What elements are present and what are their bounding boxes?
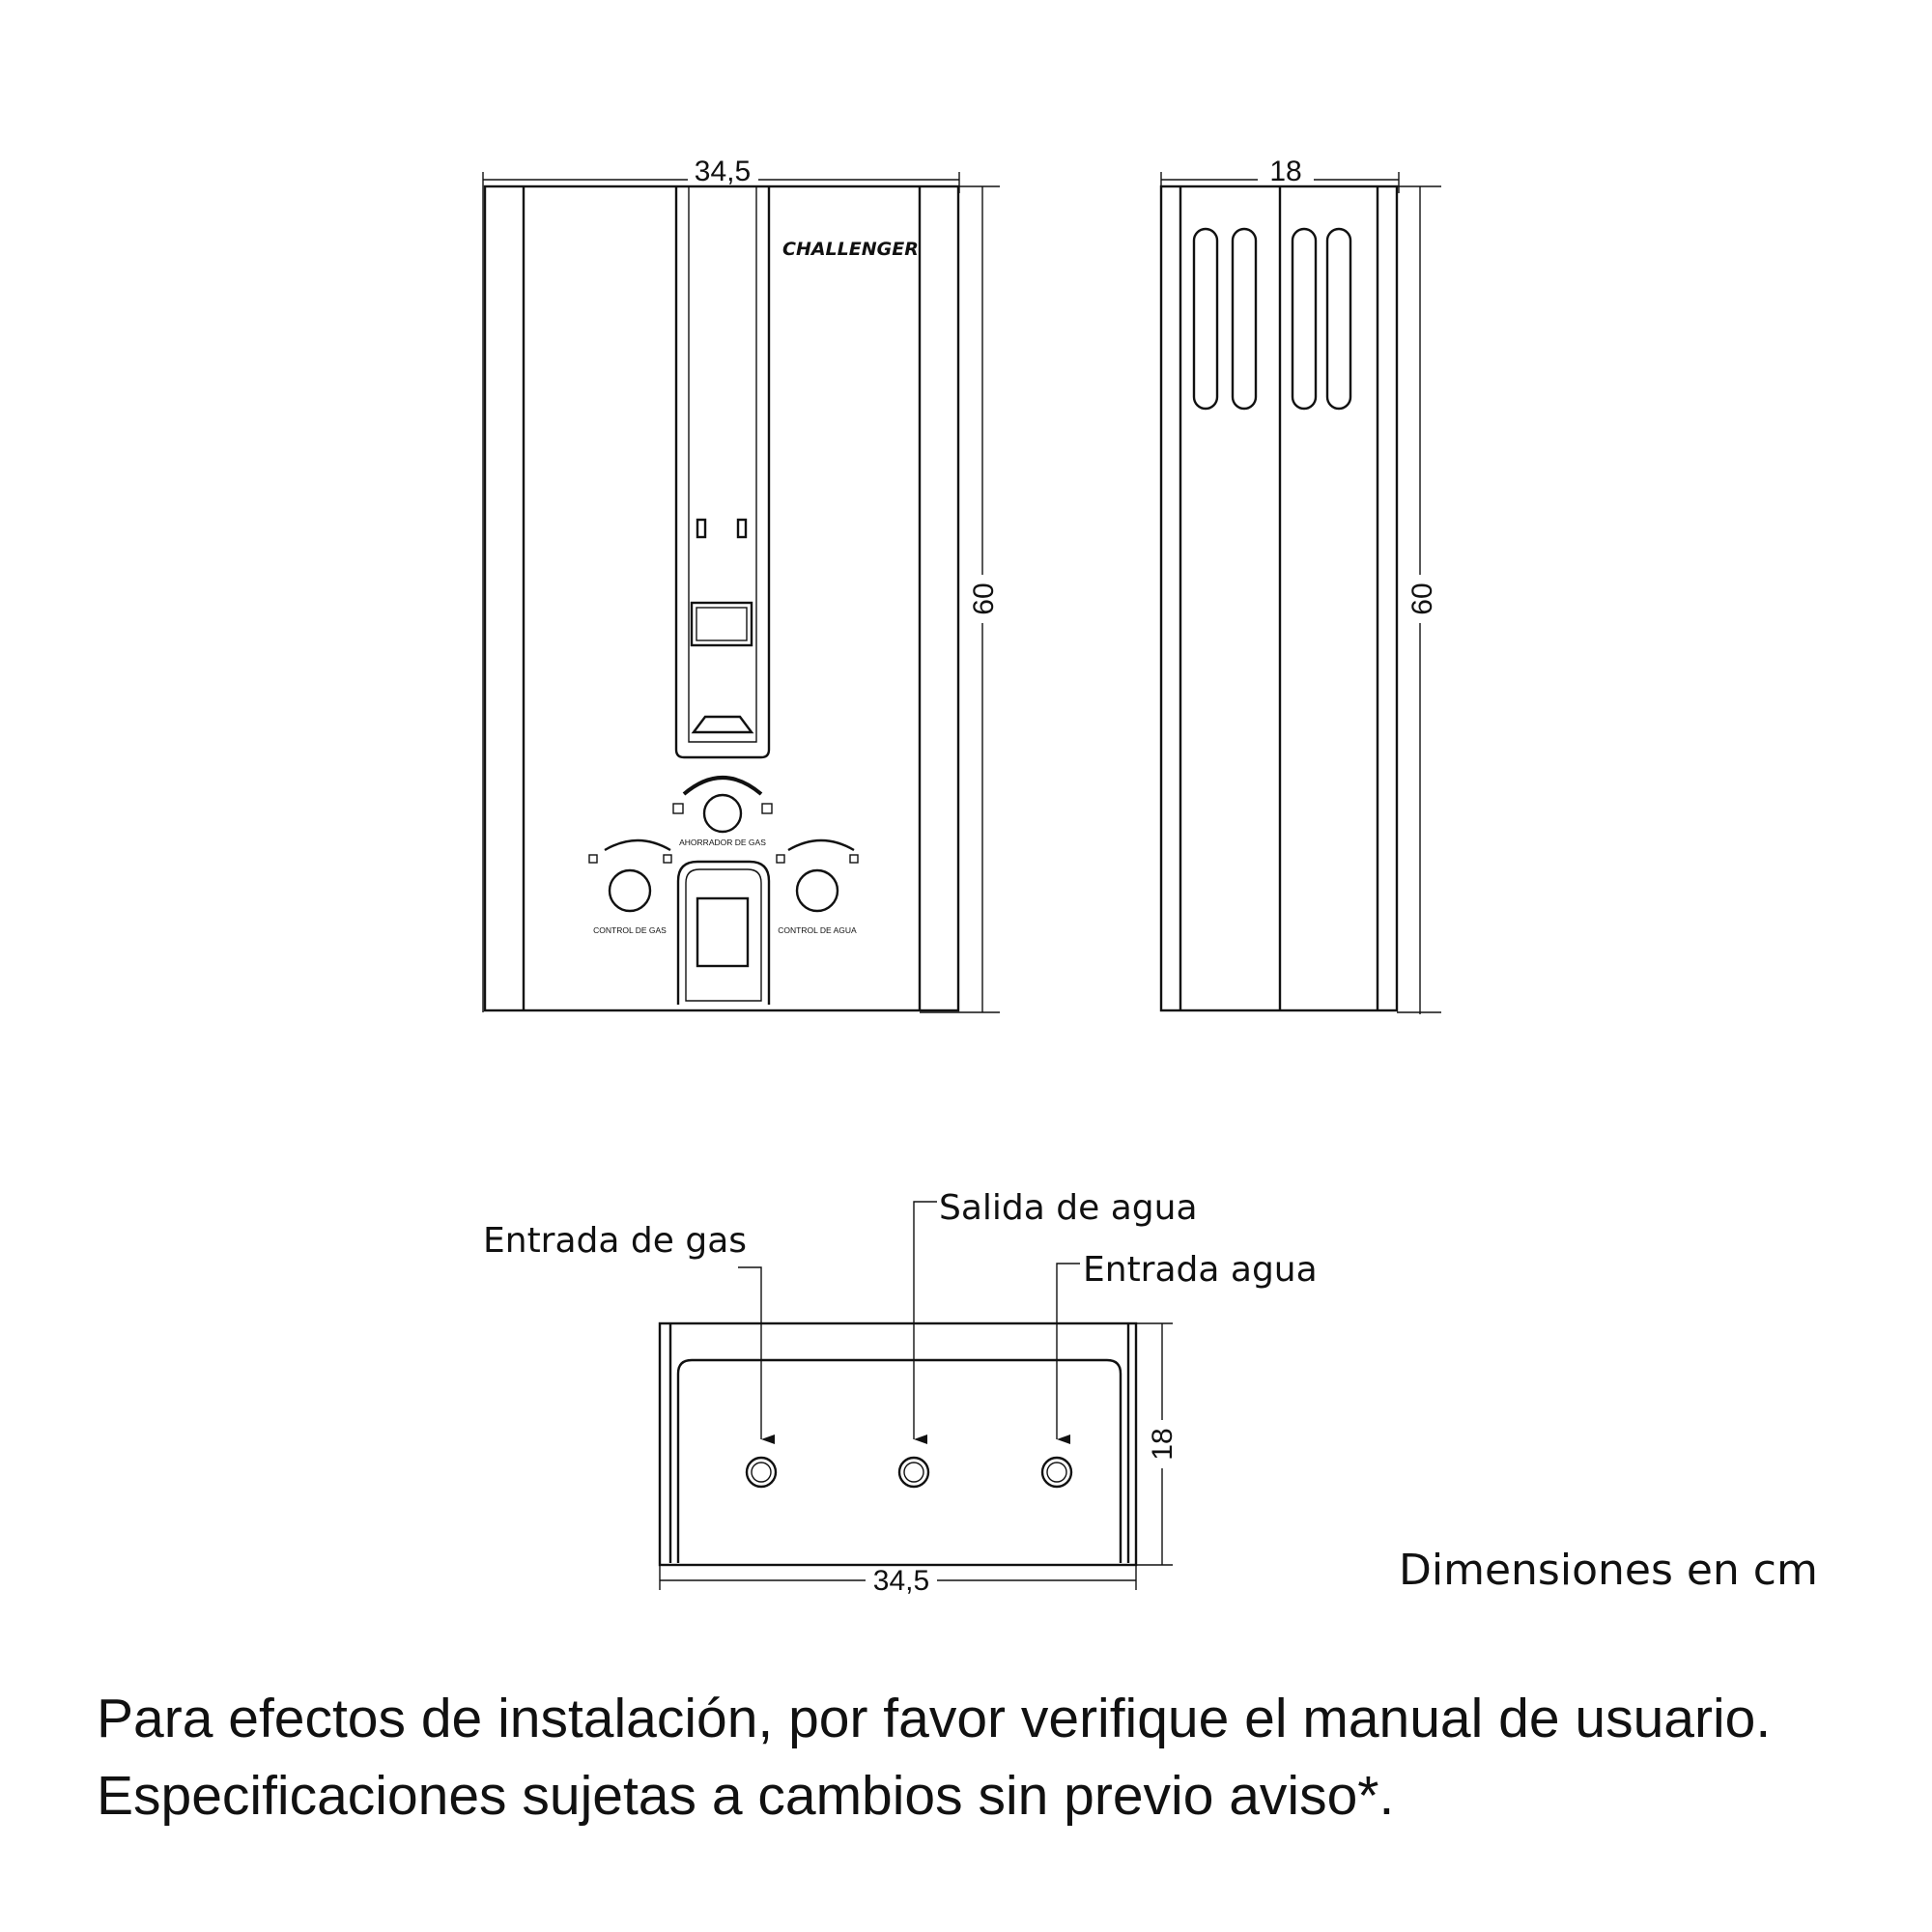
display-window [692, 603, 752, 645]
water-outlet-leader [914, 1202, 937, 1439]
gas-inlet-label: Entrada de gas [483, 1221, 748, 1261]
water-inlet-leader [1057, 1264, 1080, 1439]
water-inlet-connection [1042, 1458, 1071, 1487]
front-view [483, 156, 1000, 1012]
flame-window [694, 717, 752, 732]
water-outlet-connection [899, 1458, 928, 1487]
side-width-dim-label: 18 [1269, 156, 1302, 187]
central-column [676, 186, 769, 757]
front-height-dim-label: 60 [968, 582, 1000, 615]
water-control-label: CONTROL DE AGUA [778, 925, 857, 935]
water-control-knob [777, 840, 858, 935]
indicator-slot-right [738, 520, 746, 537]
front-width-dim-label: 34,5 [694, 156, 752, 187]
vent-slot [1233, 229, 1256, 409]
brand-logo: CHALLENGER [782, 239, 919, 260]
gas-saver-knob [673, 778, 772, 847]
front-body-outline [485, 186, 958, 1010]
gas-saver-label: AHORRADOR DE GAS [679, 838, 766, 847]
bottom-depth-dim-label: 18 [1147, 1428, 1179, 1461]
front-height-dimension [920, 186, 1000, 1012]
lower-panel [678, 862, 769, 1005]
installation-note: Para efectos de instalación, por favor verifique el manual de usuario. [97, 1688, 1772, 1749]
bottom-view [483, 1188, 1318, 1597]
gas-inlet-connection [747, 1458, 776, 1487]
bottom-depth-dimension [1136, 1323, 1179, 1565]
vent-slot [1327, 229, 1350, 409]
gas-control-knob [589, 840, 671, 935]
side-height-dimension [1397, 186, 1441, 1014]
indicator-slot-left [697, 520, 705, 537]
water-outlet-label: Salida de agua [939, 1188, 1198, 1228]
front-width-dimension [483, 156, 959, 1012]
side-view [1161, 156, 1441, 1014]
gas-control-label: CONTROL DE GAS [593, 925, 667, 935]
bottom-width-dim-label: 34,5 [872, 1565, 930, 1597]
specifications-note: Especificaciones sujetas a cambios sin previo aviso*. [97, 1765, 1395, 1827]
units-note: Dimensiones en cm [1399, 1546, 1818, 1595]
gas-inlet-leader [738, 1267, 761, 1439]
vent-slot [1293, 229, 1316, 409]
water-inlet-label: Entrada agua [1083, 1250, 1318, 1290]
vent-slot [1194, 229, 1217, 409]
side-height-dim-label: 60 [1406, 582, 1438, 615]
bottom-width-dimension [660, 1565, 1136, 1597]
